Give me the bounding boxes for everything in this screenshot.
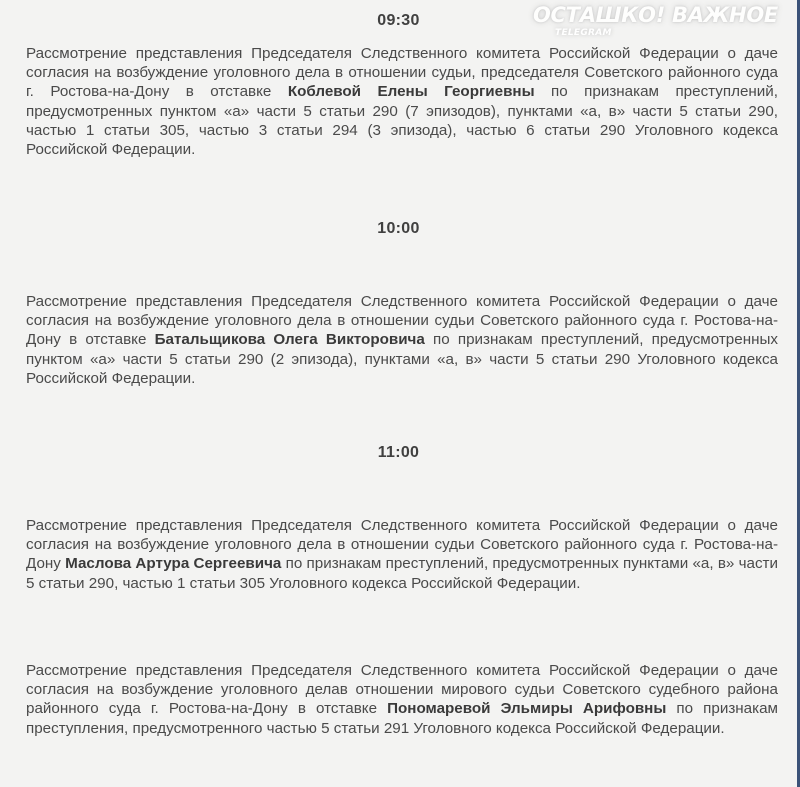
agenda-time-1100: 11:00 [377, 444, 420, 461]
watermark-subtitle: TELEGRAM [555, 28, 612, 38]
agenda-item-person-name: Пономаревой Эльмиры Арифовны [387, 700, 667, 718]
agenda-item-text: Рассмотрение представления Председателя Следственного комитета Российской Федерации о даче согласия на возбуждение уголовного дела в отношении судьи, председателя Советского районного суда г. Ростова-на-Дону в отставке [26, 45, 778, 101]
agenda-time-0930: 09:30 [377, 12, 420, 29]
agenda-item-text: по признакам преступления, предусмотренного частью 5 статьи 291 Уголовного кодекса Российской Федерации. [26, 700, 778, 737]
agenda-item-4 [26, 661, 778, 738]
agenda-item-text: Рассмотрение представления Председателя Следственного комитета Российской Федерации о даче согласия на возбуждение уголовного делав отношении мирового судьи Советского судебного района районного суда г. Ростова-на-Дону в отставке [26, 662, 778, 718]
watermark-title: ОСТАШКО! ВАЖНОЕ [533, 3, 778, 27]
agenda-item-text: по признакам преступлений, предусмотренных пунктом «а» части 5 статьи 290 (2 эпизода), пунктами «а, в» части 5 статьи 290 Уголовного кодекса Российской Федерации. [26, 331, 778, 387]
agenda-item-1 [26, 44, 778, 159]
agenda-item-2 [26, 292, 778, 388]
agenda-item-text: по признакам преступлений, предусмотренных пунктами «а, в» части 5 статьи 290, частью 1 статьи 305 Уголовного кодекса Российской Федерации. [26, 555, 778, 592]
agenda-item-person-name: Маслова Артура Сергеевича [65, 555, 282, 573]
agenda-item-text: Рассмотрение представления Председателя Следственного комитета Российской Федерации о даче согласия на возбуждение уголовного дела в отношении судьи Советского районного суда г. Ростова-на-Дону [26, 517, 778, 573]
agenda-item-person-name: Батальщикова Олега Викторовича [154, 331, 425, 349]
agenda-item-person-name: Коблевой Елены Георгиевны [287, 83, 535, 101]
agenda-item-text: Рассмотрение представления Председателя Следственного комитета Российской Федерации о даче согласия на возбуждение уголовного дела в отношении судьи Советского районного суда г. Ростова-на-Дону в отставке [26, 293, 778, 349]
agenda-time-1000: 10:00 [377, 220, 420, 237]
agenda-item-3 [26, 516, 778, 593]
agenda-item-text: по признакам преступлений, предусмотренных пунктом «а» части 5 статьи 290 (7 эпизодов), пунктами «а, в» части 5 статьи 290, частью 1 статьи 305, частью 3 статьи 294 (3 эпизода), частью 6 статьи 290 Уголовного кодекса Российской Федерации. [26, 83, 778, 159]
